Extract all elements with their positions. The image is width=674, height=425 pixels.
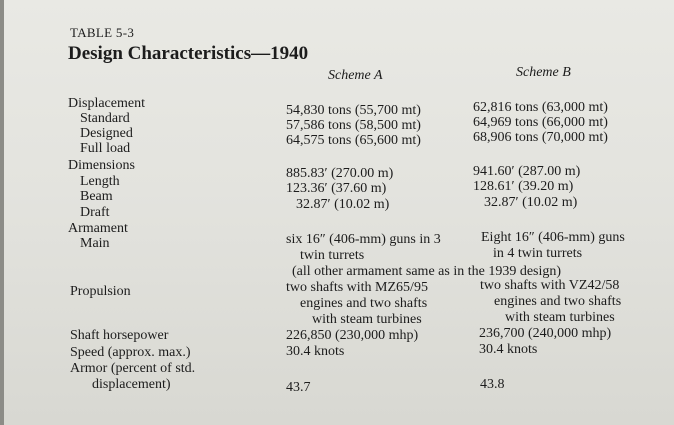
- scheme-b-propulsion-line-3: with steam turbines: [505, 310, 615, 325]
- label-armor-line-1: Armor (percent of std.: [70, 361, 196, 376]
- scheme-b-draft: 32.87′ (10.02 m): [484, 195, 578, 210]
- label-displacement: Displacement: [68, 96, 145, 111]
- scheme-a-draft: 32.87′ (10.02 m): [296, 197, 390, 212]
- column-header-scheme-a: Scheme A: [328, 68, 383, 83]
- scheme-b-length: 941.60′ (287.00 m): [473, 164, 581, 179]
- scheme-a-designed: 57,586 tons (58,500 mt): [286, 118, 421, 133]
- scheme-a-beam: 123.36′ (37.60 m): [286, 181, 387, 196]
- scheme-a-full-load: 64,575 tons (65,600 mt): [286, 133, 421, 148]
- label-beam: Beam: [80, 189, 113, 204]
- label-designed: Designed: [80, 126, 133, 141]
- scheme-b-propulsion-line-2: engines and two shafts: [494, 294, 622, 309]
- scheme-b-main-line-2: in 4 twin turrets: [493, 246, 583, 261]
- label-dimensions: Dimensions: [68, 158, 135, 173]
- scheme-b-standard: 62,816 tons (63,000 mt): [473, 100, 608, 115]
- scheme-b-main-line-1: Eight 16″ (406-mm) guns: [481, 230, 625, 245]
- label-armor-line-2: displacement): [92, 377, 171, 392]
- label-speed: Speed (approx. max.): [70, 345, 191, 360]
- shared-armament-note: (all other armament same as in the 1939 design): [292, 264, 562, 279]
- scheme-a-main-line-1: six 16″ (406-mm) guns in 3: [286, 232, 441, 247]
- label-shaft-horsepower: Shaft horsepower: [70, 328, 169, 343]
- scheme-a-armor: 43.7: [286, 380, 311, 395]
- label-standard: Standard: [80, 111, 130, 126]
- book-page: [4, 0, 674, 425]
- scheme-b-shaft-horsepower: 236,700 (240,000 mhp): [479, 326, 612, 341]
- label-full-load: Full load: [80, 141, 131, 156]
- scheme-a-speed: 30.4 knots: [286, 344, 345, 359]
- table-number: TABLE 5-3: [70, 25, 135, 40]
- scheme-a-main-line-2: twin turrets: [300, 248, 365, 263]
- label-armament: Armament: [68, 221, 128, 236]
- scheme-a-shaft-horsepower: 226,850 (230,000 mhp): [286, 328, 419, 343]
- scheme-b-full-load: 68,906 tons (70,000 mt): [473, 130, 608, 145]
- scheme-a-standard: 54,830 tons (55,700 mt): [286, 103, 421, 118]
- label-propulsion: Propulsion: [70, 284, 131, 299]
- scheme-a-propulsion-line-2: engines and two shafts: [300, 296, 428, 311]
- scheme-a-propulsion-line-3: with steam turbines: [312, 312, 422, 327]
- label-draft: Draft: [80, 205, 110, 220]
- column-header-scheme-b: Scheme B: [516, 65, 571, 80]
- scheme-b-armor: 43.8: [480, 377, 505, 392]
- scheme-b-designed: 64,969 tons (66,000 mt): [473, 115, 608, 130]
- scheme-a-propulsion-line-1: two shafts with MZ65/95: [286, 280, 428, 295]
- label-length: Length: [80, 174, 120, 189]
- scheme-b-beam: 128.61′ (39.20 m): [473, 179, 574, 194]
- label-main: Main: [80, 236, 110, 251]
- table-title: Design Characteristics—1940: [68, 43, 309, 64]
- scheme-b-speed: 30.4 knots: [479, 342, 538, 357]
- scheme-a-length: 885.83′ (270.00 m): [286, 166, 394, 181]
- scheme-b-propulsion-line-1: two shafts with VZ42/58: [480, 278, 620, 293]
